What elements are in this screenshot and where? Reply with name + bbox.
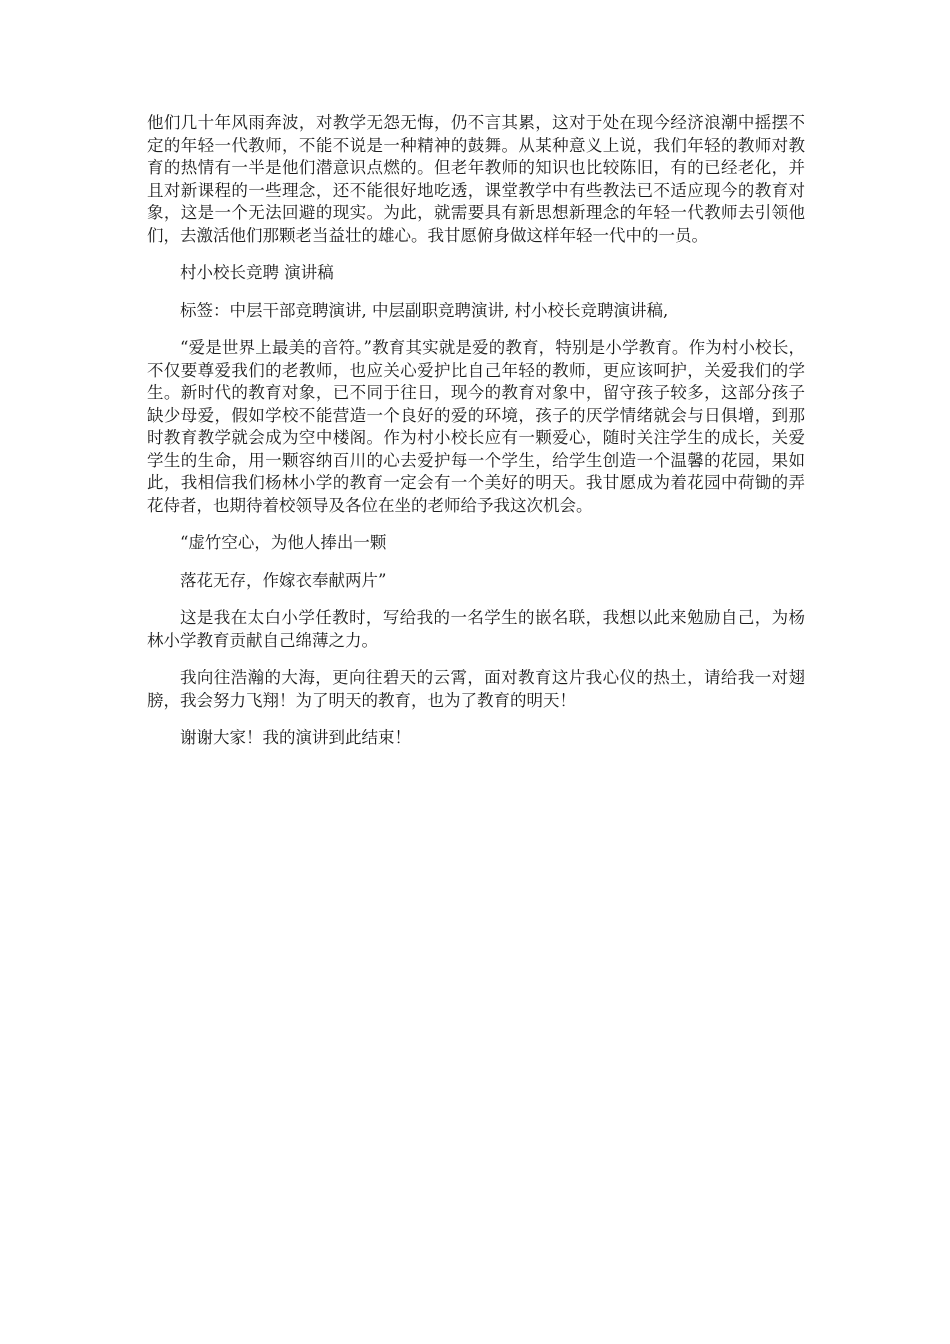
- couplet-line-1: “虚竹空心，为他人捧出一颗: [180, 533, 387, 552]
- speech-title: 村小校长竞聘 演讲稿: [180, 263, 334, 282]
- paragraph-veteran-teachers: 他们几十年风雨奔波，对教学无怨无悔，仍不言其累，这对于处在现今经济浪潮中摇摆不定的年轻一代教师，不能不说是一种精神的鼓舞。从某种意义上说，我们年轻的教师对教育的热情有一半是他们潜意识点燃的。但老年教师的知识也比较陈旧，有的已经老化，并且对新课程的一些理念，还不能很好地吃透，课堂教学中有些教法已不适应现今的教育对象，这是一个无法回避的现实。为此，就需要具有新思想新理念的年轻一代教师去引领他们，去激活他们那颗老当益壮的雄心。我甘愿俯身做这样年轻一代中的一员。: [147, 113, 805, 245]
- paragraph-aspiration: 我向往浩瀚的大海，更向往碧天的云霄，面对教育这片我心仪的热土，请给我一对翅膀，我会努力飞翔！为了明天的教育，也为了教育的明天！: [147, 668, 805, 710]
- paragraph-couplet-explanation: 这是我在太白小学任教时，写给我的一名学生的嵌名联，我想以此来勉励自己，为杨林小学教育贡献自己绵薄之力。: [147, 608, 805, 650]
- paragraph-love-education: “爱是世界上最美的音符。”教育其实就是爱的教育，特别是小学教育。作为村小校长，不仅要尊爱我们的老教师，也应关心爱护比自己年轻的教师，更应该呵护，关爱我们的学生。新时代的教育对象，已不同于往日，现今的教育对象中，留守孩子较多，这部分孩子缺少母爱，假如学校不能营造一个良好的爱的环境，孩子的厌学情绪就会与日俱增，到那时教育教学就会成为空中楼阁。作为村小校长应有一颗爱心，随时关注学生的成长，关爱学生的生命，用一颗容纳百川的心去爱护每一个学生，给学生创造一个温馨的花园，果如此，我相信我们杨林小学的教育一定会有一个美好的明天。我甘愿成为着花园中荷锄的弄花侍者，也期待着校领导及各位在坐的老师给予我这次机会。: [147, 338, 805, 515]
- closing-line: 谢谢大家！我的演讲到此结束！: [180, 728, 411, 747]
- tags-line: 标签：中层干部竞聘演讲, 中层副职竞聘演讲, 村小校长竞聘演讲稿,: [180, 300, 669, 320]
- document-body: [147, 112, 805, 765]
- couplet-line-2: 落花无存，作嫁衣奉献两片”: [180, 570, 387, 590]
